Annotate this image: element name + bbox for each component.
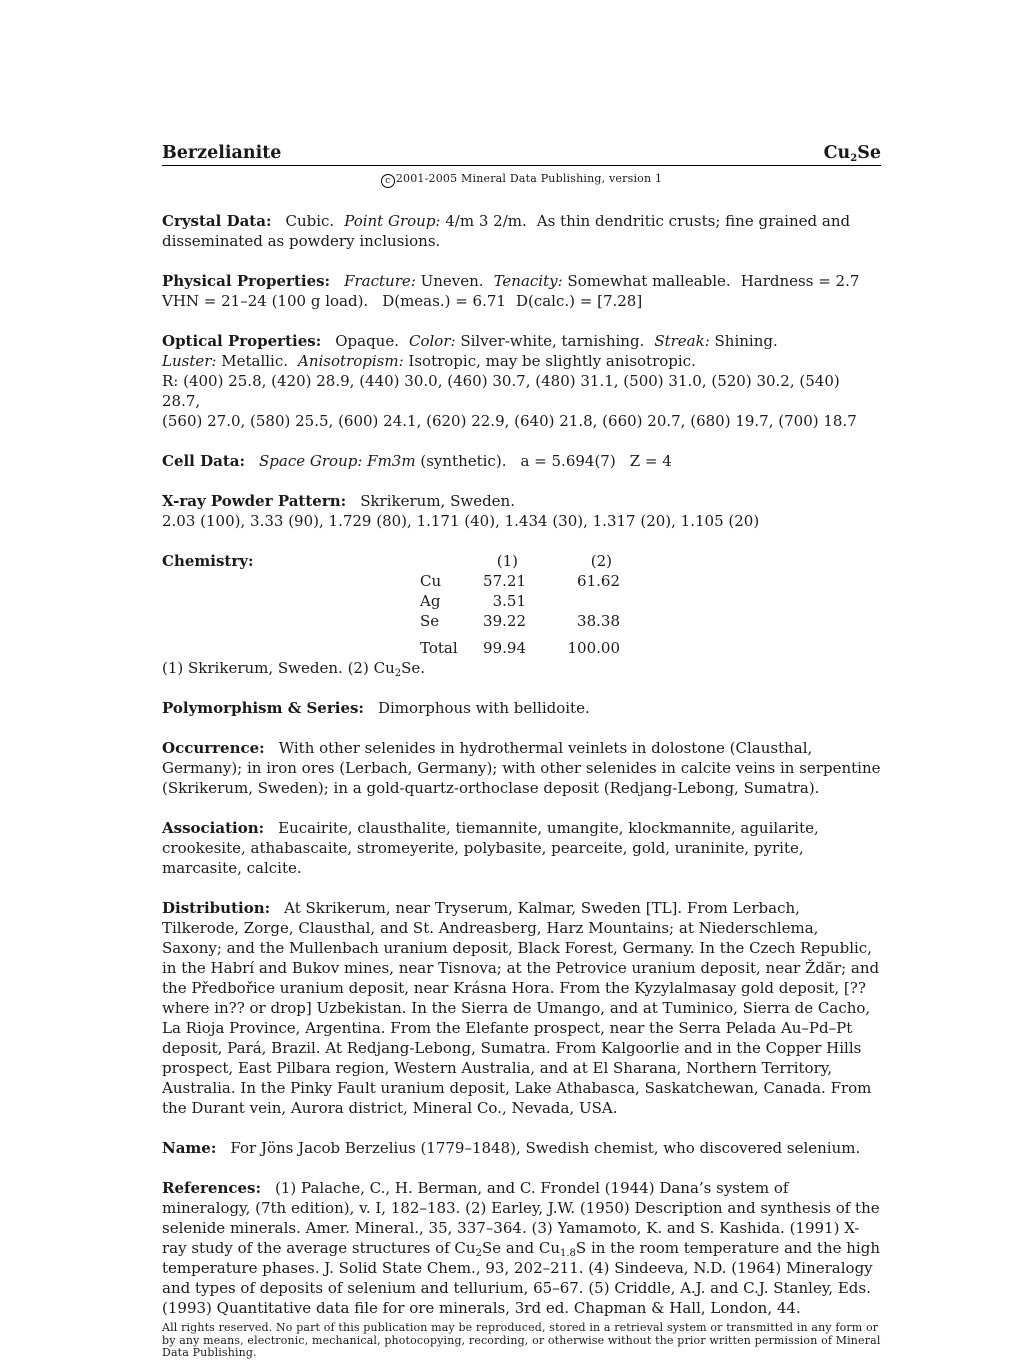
association-section: Association: Eucairite, clausthalite, tiemannite, umangite, klockmannite, aguilarite, crookesite, athabascaite, stromeyerite, polybasite, pearceite, gold, uraninite, pyrite, marcasite, calcite.: [162, 819, 819, 877]
chemistry-section: [162, 551, 881, 678]
copyright-line: c 2001-2005 Mineral Data Publishing, version 1: [162, 169, 881, 189]
chemistry-note: (1) Skrikerum, Sweden. (2) $Cu_2Se$.: [162, 659, 426, 679]
mineral-formula: $Cu_2Se$: [823, 143, 881, 164]
distribution-section: Distribution: At Skrikerum, near Tryserum, Kalmar, Sweden [TL]. From Lerbach, Tilkerode, Zorge, Clausthal, and St. Andreasberg, Harz Mountains; at Niederschlema, Saxony; and the Mullenbach uranium deposit, Black Forest, Germany. In the Czech Republic, in the Habrí and Bukov mines, near Tisnova; at the Petrovice uranium deposit, near Ždăr; and the Předbořice uranium deposit, near Krásna Hora. From the Kyzylalmasay gold deposit, [??where in?? or drop] Uzbekistan. In the Sierra de Umango, and at Tuminico, Sierra de Cacho, La Rioja Province, Argentina. From the Elefante prospect, near the Serra Pelada Au–Pd–Pt deposit, Pará, Brazil. At Redjang-Lebong, Sumatra. From Kalgoorlie and in the Copper Hills prospect, East Pilbara region, Western Australia, and at El Sharana, Northern Territory, Australia. In the Pinky Fault uranium deposit, Lake Athabasca, Saskatchewan, Canada. From the Durant vein, Aurora district, Mineral Co., Nevada, USA.: [162, 899, 880, 1117]
references-section: References: (1) Palache, C., H. Berman, and C. Frondel (1944) Dana’s system of mineralogy, (7th edition), v. I, 182–183. (2) Earley, J.W. (1950) Description and synthesis of the selenide minerals. Amer. Mineral., 35, 337–364. (3) Yamamoto, K. and S. Kashida. (1991) X-ray study of the average structures of $Cu_2Se$ and $Cu_{1.8}S$ in the room temperature and the high temperature phases. J. Solid State Chem., 93, 202–211. (4) Sindeeva, N.D. (1964) Mineralogy and types of deposits of selenium and tellurium, 65–67. (5) Criddle, A.J. and C.J. Stanley, Eds. (1993) Quantitative data file for ore minerals, 3rd ed. Chapman & Hall, London, 44.: [162, 1179, 880, 1317]
name-section: Name: For Jöns Jacob Berzelius (1779–1848), Swedish chemist, who discovered selenium.: [162, 1139, 861, 1157]
rights-footnote: All rights reserved. No part of this publication may be reproduced, stored in a retrieval system or transmitted in any form or by any means, electronic, mechanical, photocopying, recording, or otherwise without the prior written permission of Mineral Data Publishing.: [162, 1321, 881, 1359]
cell-data-section: Cell Data: Space Group: Fm3m (synthetic). a = 5.694(7) Z = 4: [162, 452, 672, 470]
title-row: [162, 143, 881, 166]
occurrence-section: Occurrence: With other selenides in hydrothermal veinlets in dolostone (Clausthal, Germany); in iron ores (Lerbach, Germany); with other selenides in calcite veins in serpentine (Skrikerum, Sweden); in a gold-quartz-orthoclase deposit (Redjang-Lebong, Sumatra).: [162, 739, 881, 797]
reflectance-line-2: (560) 27.0, (580) 25.5, (600) 24.1, (620) 22.9, (640) 21.8, (660) 20.7, (680) 19.7, (700) 18.7: [162, 412, 857, 430]
copyright-symbol: c: [381, 174, 395, 188]
document-page: [162, 143, 881, 1360]
chem-col-2: (2): [590, 552, 612, 570]
table-row: Ag 3.51: [420, 592, 526, 610]
polymorphism-section: Polymorphism & Series: Dimorphous with bellidoite.: [162, 699, 590, 717]
table-row: Cu 57.21 61.62: [420, 572, 620, 590]
chemistry-label: Chemistry:: [162, 552, 254, 570]
optical-properties-section: Optical Properties: Opaque. Color: Silver-white, tarnishing. Streak: Shining. Luster: Metallic. Anisotropism: Isotropic, may be slightly anisotropic. R: (400) 25.8, (420) 28.9, (440) 30.0, (460) 30.7, (480) 31.1, (500) 31.0, (520) 30.2, (540) 28.7, (560) 27.0, (580) 25.5, (600) 24.1, (620) 22.9, (640) 21.8, (660) 20.7, (680) 19.7, (700) 18.7: [162, 332, 857, 430]
reflectance-line-1: R: (400) 25.8, (420) 28.9, (440) 30.0, (460) 30.7, (480) 31.1, (500) 31.0, (520) 30.2, (540) 28.7,: [162, 372, 840, 410]
xray-lines: 2.03 (100), 3.33 (90), 1.729 (80), 1.171 (40), 1.434 (30), 1.317 (20), 1.105 (20): [162, 512, 760, 530]
physical-properties-section: Physical Properties: Fracture: Uneven. Tenacity: Somewhat malleable. Hardness = 2.7 VHN = 21–24 (100 g load). D(meas.) = 6.71 D(calc.) = [7.28]: [162, 272, 860, 310]
chem-col-1: (1): [496, 552, 518, 570]
table-row-total: Total 99.94 100.00: [420, 639, 620, 657]
xray-section: X-ray Powder Pattern: Skrikerum, Sweden. 2.03 (100), 3.33 (90), 1.729 (80), 1.171 (40), 1.434 (30), 1.317 (20), 1.105 (20): [162, 492, 760, 530]
crystal-data-section: Crystal Data: Cubic. Point Group: 4/m 3 2/m. As thin dendritic crusts; fine grained and disseminated as powdery inclusions.: [162, 212, 851, 250]
chemistry-table: [420, 551, 620, 658]
mineral-name: Berzelianite: [162, 143, 282, 163]
table-row: Se 39.22 38.38: [420, 612, 620, 630]
